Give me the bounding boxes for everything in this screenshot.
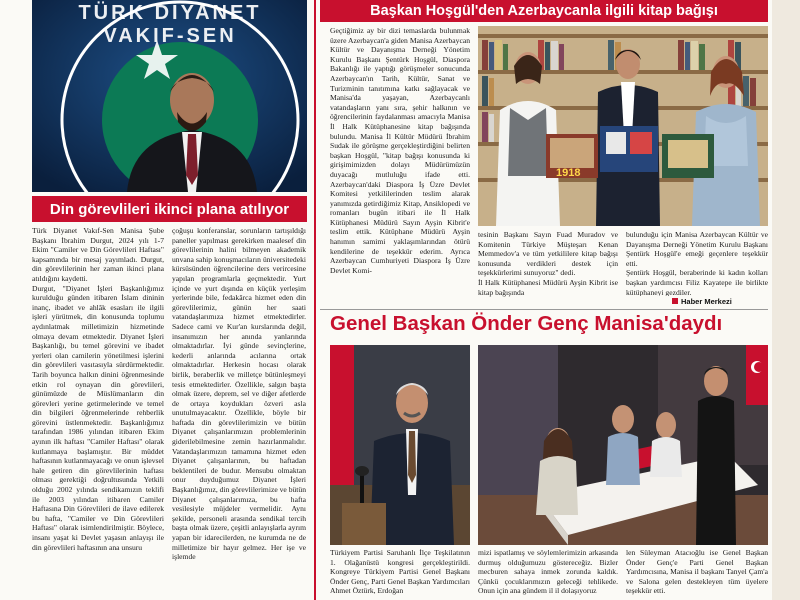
section-separator <box>320 309 768 310</box>
right-top-col-3: bulunduğu için Manisa Azerbaycan Kültür ve Dayanışma Derneği Yönetim Kurulu Başkanı Şentürk Hoşgül'e emeği geçenlere teşekkür etti. Şentürk Hoşgül, beraberinde ki kadın kolları başkan yardımcısı Filiz Kayatepe ile birlikte kütüphaneyi gezdiler. <box>626 230 768 296</box>
right-bottom-col-2: mizi ispatlamış ve söylemlerimizin arkasında durmuş olduğumuzu göstereceğiz. Bizler mecburen sahaya inmek zorunda kaldık. Çünkü çocuklarımızın geleceği tehlikede. Onun için ana gündem il il dolaşıyoruz <box>478 548 618 596</box>
left-article-col-1: Türk Diyanet Vakıf-Sen Manisa Şube Başkanı İbrahim Durgut, 2024 yılı 1-7 Ekim "Camiler ve Din Görevlileri Haftası" kapsamında bir mesaj yayımladı. Durgut, din görevlilerinin her zaman ikinci plana atıldığını kaydetti. Durgut, "Diyanet İşleri Başkanlığımız kurulduğu günden itibaren İslam dininin inanç, ibadet ve ahlâk esasları ile ilgili işleri yürütmek, din konusunda toplumu aydınlatmak milletimizin hizmetinde olmaya devam etmektedir. Diyanet İşleri Başkanlığı, bu temel görevini ve ibadet yerleri olan camilerin yönetilmesi işlerini din görevlileri vasıtasıyla sürdürmektedir. Tarih boyunca halkın dinini öğrenmesinde etkin rol oynayan din görevlileri, günümüzde de Müslümanların din görevleri yerine getirmelerinde ve temel din bilgileri öğrenmelerinde rehberlik görevini üstlenmektedir. Başkanlığımız tarafından 1986 yılından itibaren Ekim ayının ilk haftası "Camiler Haftası" olarak kutlanmaya başlamıştır. Bir müddet haftasının kutlanmayacağı ve onun işlevsel hale getiren din görevlilerinin haftası olması gerektiği doğrultusunda Yetkili olduğu 2002 yılında sendikamızın teklifi ile 2003 yılından itibaren Camiler Haftasına Din Görevlileri de ilave edilerek bu hafta, "Camiler ve Din Görevlileri Haftası" olarak isimlendirilmiştir. Böylece, insanı yaşat ki Devlet yaşasın anlayışı ile din görevlileri haftasının ana unsuru <box>32 226 164 552</box>
meeting-photo <box>478 345 768 545</box>
byline-square-icon <box>672 298 678 304</box>
right-bottom-col-1: Türkiyem Partisi Saruhanlı İlçe Teşkilatının 1. Olağanüstü kongresi gerçekleştirildi. Kongreye Türkiyem Partisi Genel Başkanı Önder Genç, Parti Genel Başkan Yardımcıları Ahmet Öztürk, Erdoğan <box>330 548 470 596</box>
book-cover-year: 1918 <box>556 167 581 179</box>
right-top-col-2: tesinin Başkanı Sayın Fuad Muradov ve Komitenin Türkiye Müşteşarı Kenan Memmedov'a ve tüm yetkililere kitap bağışı konusunda verdikleri destek için teşekkürlerimi sunuyoruz" dedi. İl Halk Kütüphanesi Müdürü Ayşin Kibrit ise kitap bağışında <box>478 230 618 297</box>
left-headline: Din görevlileri ikinci plana atılıyor <box>32 196 307 222</box>
left-article-col-2: çoğuşu konferanslar, sorunların tartışıldığı paneller yapılması gerekirken maalesef din görevlilerinin halini bilmeyen akademik unvana sahip konuşmacıların üniversitedeki kürsüsünden öğrencilerine ders verircesine yapılan programlarla geçmektedir. Yurt içinde ve yurt dışında en küçük yerleşim yerlerinde bile, fedakârca hizmet eden din görevlilerimiz, günün her saati vatandaşlarımıza hizmet etmektedirler. Sadece cami ve Kur'an kurslarında değil, insanımızın her anında yanlarında olmaktadırlar. İyi günde sevinçlerine, kederli anlarında acılarına ortak olmaktadırlar. Herkesin hocası olarak birlik, beraberlik ve milletçe bütünleşmeyi tesis etmektedirler. Özellikle, salgın başta olmak üzere, deprem, sel ve diğer afetlerde de ortaya koydukları özveri asla unutulmayacaktır. Özellikle, böyle bir haftada din görevlilerimizin ve bütün Diyanet çalışanlarımızın problemlerinin giderilebilmesine zemin hazırlanmalıdır. Vatandaşlarımızın tamamına hizmet eden Diyanet çalışanlarının, bu haftadan beklentileri de budur. Mensubu olmaktan onur duyduğumuz Diyanet İşleri Başkanlığımız, din görevlilerimize ve bütün Diyanet çalışanlarımıza, bu hafta vesilesiyle müjdeler vermelidir. Aynı şekilde, personeli arasında sendikal tercih başta olmak üzere, çeşitli anlayışlarla ayrım yapan bir idarecilerden, ne kurumda ne de milletimize bir hayır gelmez. Her işe ve işlemde <box>172 226 306 562</box>
byline-text: Haber Merkezi <box>681 296 732 306</box>
right-top-headline: Başkan Hoşgül'den Azerbaycanla ilgili kitap bağışı <box>320 0 768 22</box>
right-bottom-col-3: len Süleyman Atacıoğlu ise Genel Başkan Önder Genç'e Parti Genel Başkan Yardımcısına, Manisa il başkanı Tanyel Çam'a ve Salona gelen destekleyen tüm üyelere teşekkür etti. <box>626 548 768 596</box>
speaker-photo <box>330 345 470 545</box>
column-divider <box>314 0 316 600</box>
right-top-col-1: Geçtiğimiz ay bir dizi temaslarda bulunmak üzere Azerbaycan'a giden Manisa Azerbaycan Kültür ve Dayanışma Derneği Yönetim Kurulu Başkanı Şentürk Hoşgül, Diaspora Bakanlığı ile yaptığı görüşmeler sonucunda Azerbaycan'ın Tarih, Kültür, Sanat ve Turizminin tanıtımına katkı sağlayacak ve Manisa'da yaşayan, Azerbaycanlı vatandaşların yanı sıra, şehir halkının ve öğrencilerinin faydalanması amacıyla Manisa İl Halk Kütüphanesine kitap bağışında bulundu. Manisa İl Kültür Müdürü İbrahim Sudak ile görüşme gerçekleştirdiğini belirten başkan Hoşgül, "kitap bağışı konusunda ki girişimimizden dolayı Müdürümüzün duyacağı mutluluğu ifade etti. Azerbaycan'daki Diaspora İş Üzre Devlet Komitesi yetkililerinden teslim alarak yanımızda getirdiğimiz Kitap, Ansiklopedi ve romanları bugün itibari ile İl Halk Kütüphanesi Müdürü Sayın Ayşin Kibrit'e teslim ettik. Kütüphane Müdürü Ayşin hanımın samimi yaklaşımlarından ötürü kendilerine de teşekkür ederim. Ayrıca Azerbaycan Cumhuriyeti Diaspora İş Üzre Devlet Komi- <box>330 26 470 275</box>
right-bottom-headline: Genel Başkan Önder Genç Manisa'daydı <box>330 312 723 335</box>
book-donation-photo <box>478 26 768 226</box>
byline <box>672 296 768 306</box>
page-edge-strip <box>772 0 800 600</box>
emblem-caption: TÜRK DİYANET VAKIF-SEN <box>78 2 262 47</box>
